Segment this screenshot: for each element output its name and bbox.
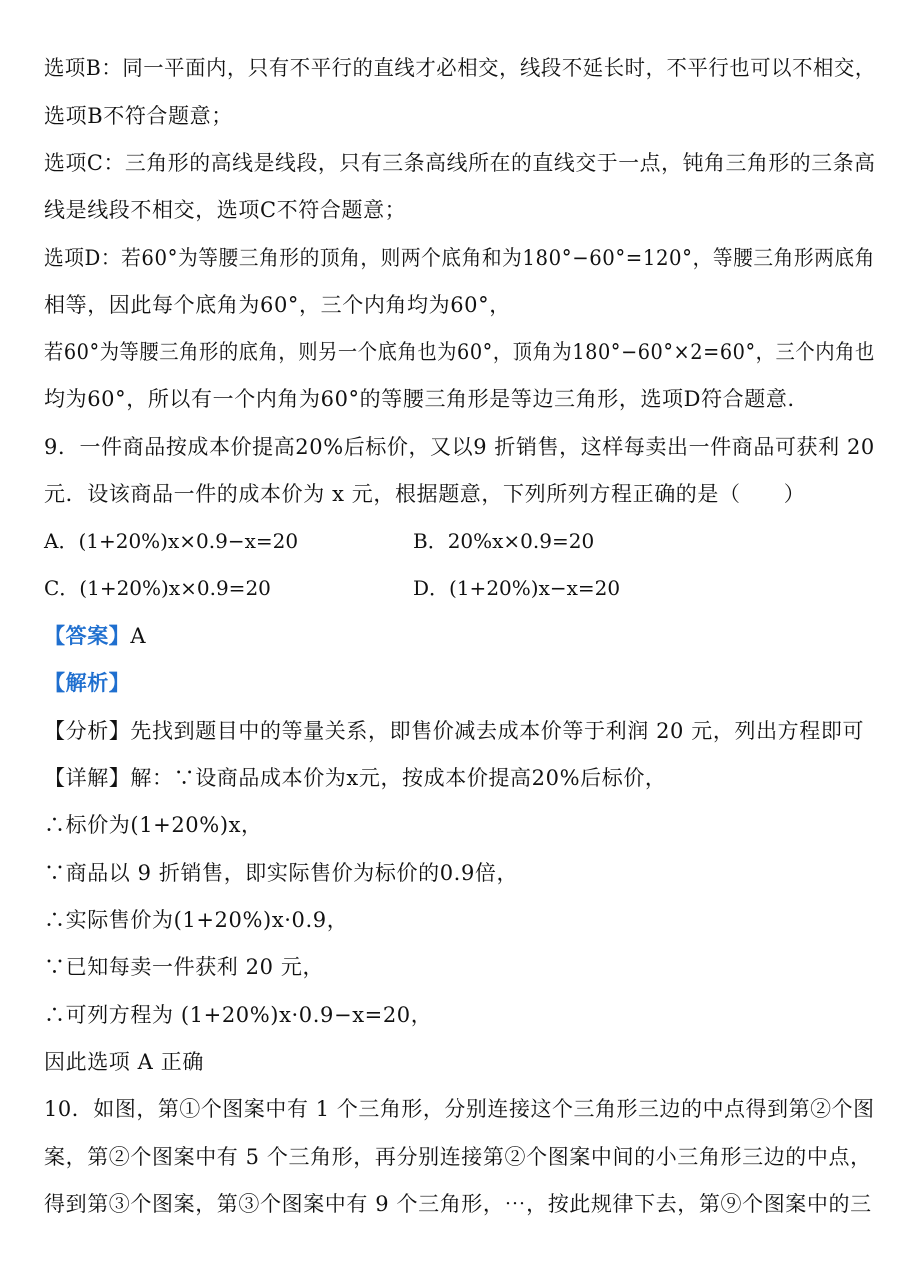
option-c-explanation-line1: 选项C：三角形的高线是线段，只有三条高线所在的直线交于一点，钝角三角形的三条高: [44, 151, 876, 175]
option-d-explanation-line2: 相等，因此每个底角为60°，三个内角均为60°，: [44, 293, 511, 317]
question-10-line2: 案，第②个图案中有 5 个三角形，再分别连接第②个图案中间的小三角形三边的中点，: [44, 1145, 872, 1169]
question-9-line1: 9．一件商品按成本价提高20%后标价，又以9 折销售，这样每卖出一件商品可获利 20: [44, 435, 875, 459]
option-b-explanation-line2: 选项B不符合题意；: [44, 104, 233, 128]
choice-d: D．(1+20%)x−x=20: [413, 576, 621, 600]
analysis-tag-row: [44, 667, 864, 699]
solution-line2: ∴标价为(1+20%)x，: [44, 813, 263, 837]
analysis-summary: 【分析】先找到题目中的等量关系，即售价减去成本价等于利润 20 元，列出方程即可: [44, 719, 865, 743]
choice-c: C．(1+20%)x×0.9=20: [44, 576, 271, 600]
option-c-explanation-line2: 线是线段不相交，选项C不符合题意；: [44, 198, 407, 222]
solution-line6: ∴可列方程为 (1+20%)x·0.9−x=20，: [44, 1003, 433, 1027]
solution-line4: ∴实际售价为(1+20%)x·0.9，: [44, 908, 349, 932]
option-b-explanation-line1: 选项B：同一平面内，只有不平行的直线才必相交，线段不延长时，不平行也可以不相交，: [44, 56, 876, 80]
option-d-explanation-line3: 若60°为等腰三角形的底角，则另一个底角也为60°，顶角为180°−60°×2=60°，三个内角也: [44, 340, 875, 364]
answer-row: [44, 620, 864, 652]
choice-a: A．(1+20%)x×0.9−x=20: [44, 529, 299, 553]
question-9-line2: 元．设该商品一件的成本价为 x 元，根据题意，下列所列方程正确的是（ ）: [44, 482, 806, 506]
answer-tag: 【答案】: [44, 623, 131, 648]
solution-line5: ∵已知每卖一件获利 20 元，: [44, 955, 325, 979]
option-d-explanation-line1: 选项D：若60°为等腰三角形的顶角，则两个底角和为180°−60°=120°，等腰三角形两底角: [44, 246, 875, 270]
option-d-explanation-line4: 均为60°，所以有一个内角为60°的等腰三角形是等边三角形，选项D符合题意．: [44, 387, 810, 411]
choice-b: B．20%x×0.9=20: [413, 529, 595, 553]
solution-conclusion: 因此选项 A 正确: [44, 1050, 204, 1074]
answer-value: A: [130, 624, 147, 648]
question-10-line1: 10．如图，第①个图案中有 1 个三角形，分别连接这个三角形三边的中点得到第②个图: [44, 1097, 875, 1121]
solution-line1: 【详解】解：∵设商品成本价为x元，按成本价提高20%后标价，: [44, 766, 667, 790]
analysis-tag: 【解析】: [44, 670, 131, 695]
solution-line3: ∵商品以 9 折销售，即实际售价为标价的0.9倍，: [44, 861, 519, 885]
question-10-line3: 得到第③个图案，第③个图案中有 9 个三角形，⋯，按此规律下去，第⑨个图案中的三: [44, 1192, 872, 1216]
